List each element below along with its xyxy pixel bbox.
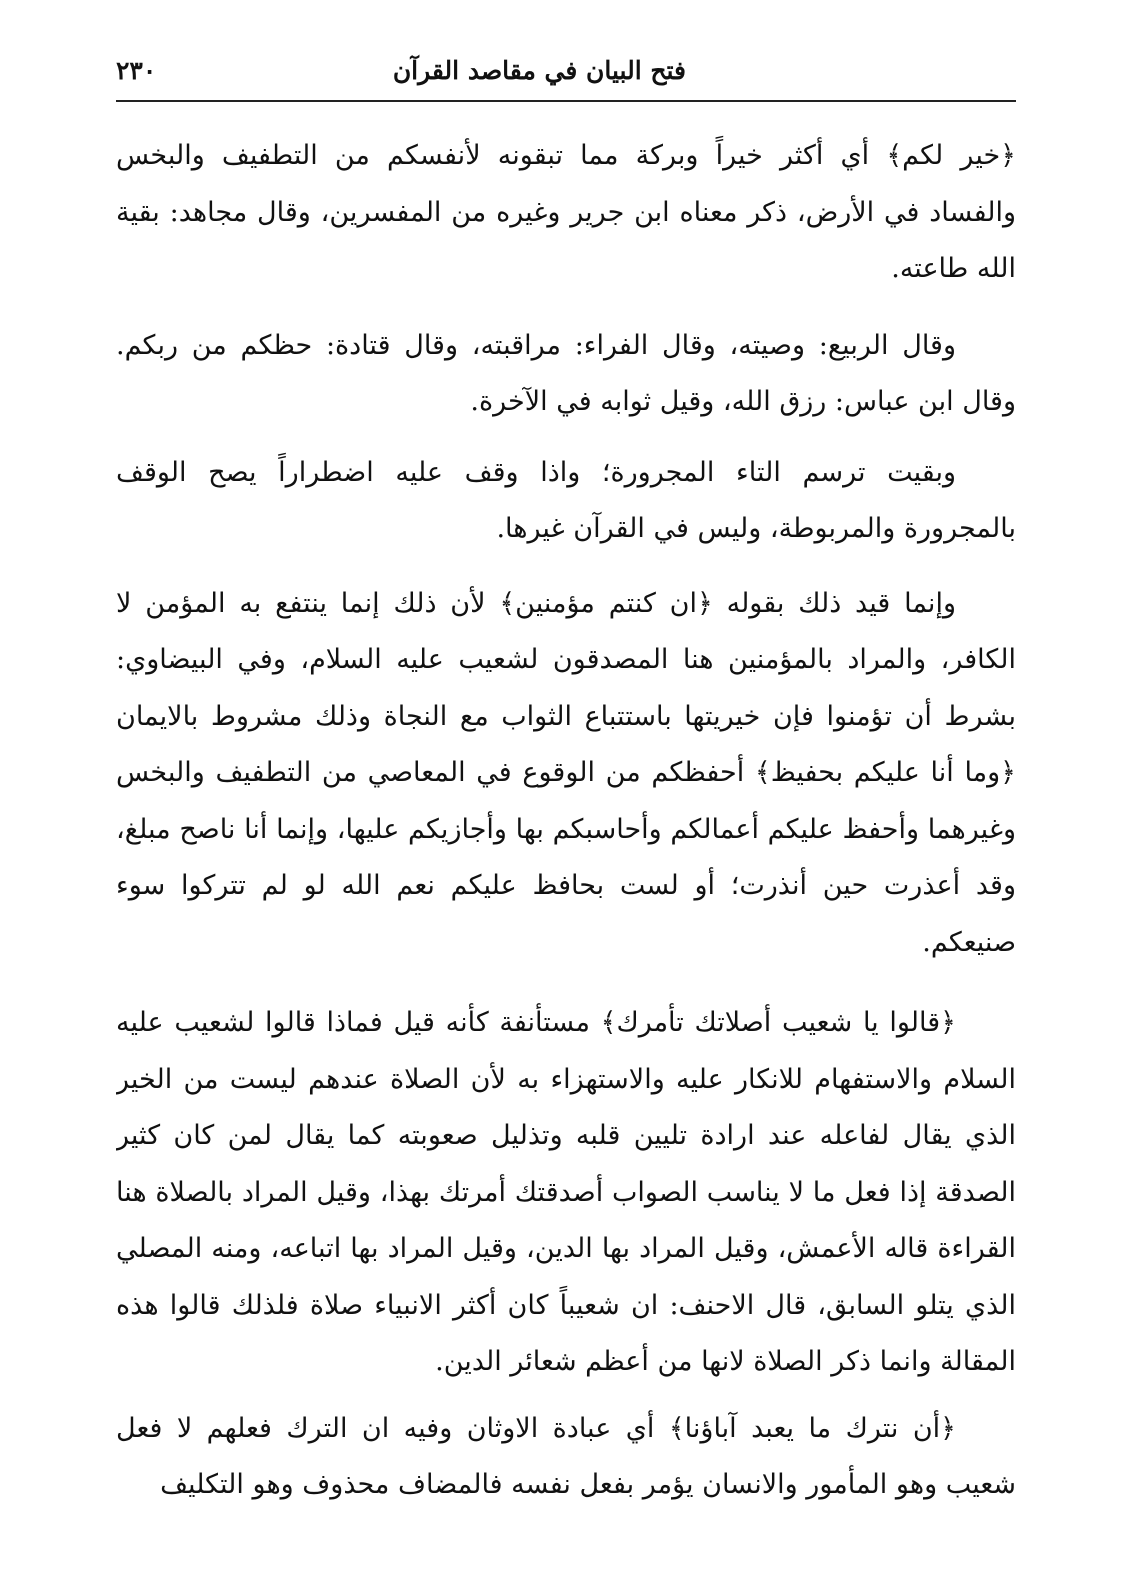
body-text: [116, 128, 1016, 1548]
header-divider: [116, 100, 1016, 102]
paragraph-5: ﴿قالوا يا شعيب أصلاتك تأمرك﴾ مستأنفة كأنه قيل فماذا قالوا لشعيب عليه السلام والاستفهام للانكار عليه والاستهزاء به لأن الصلاة عندهم ليست من الخير الذي يقال لفاعله عند ارادة تليين قلبه وتذليل صعوبته كما يقال لمن كان كثير الصدقة إذا فعل ما لا يناسب الصواب أصدقتك أمرتك بهذا، وقيل المراد بالصلاة هنا القراءة قاله الأعمش، وقيل المراد بها الدين، وقيل المراد بها اتباعه، ومنه المصلي الذي يتلو السابق، قال الاحنف: ان شعيباً كان أكثر الانبياء صلاة فلذلك قالوا هذه المقالة وانما ذكر الصلاة لانها من أعظم شعائر الدين.: [116, 1007, 1016, 1377]
paragraph-6: ﴿أن نترك ما يعبد آباؤنا﴾ أي عبادة الاوثان وفيه ان الترك فعلهم لا فعل شعيب وهو المأمور والانسان يؤمر بفعل نفسه فالمضاف محذوف وهو التكليف: [116, 1412, 1016, 1500]
page-header: [116, 52, 1016, 96]
page-number: ٢٣٠: [116, 56, 157, 85]
paragraph-1: ﴿خير لكم﴾ أي أكثر خيراً وبركة مما تبقونه لأنفسكم من التطفيف والبخس والفساد في الأرض، ذكر معناه ابن جرير وغيره من المفسرين، وقال مجاهد: بقية الله طاعته.: [116, 140, 1016, 284]
paragraph-2: وقال الربيع: وصيته، وقال الفراء: مراقبته، وقال قتادة: حظكم من ربكم. وقال ابن عباس: رزق الله، وقيل ثوابه في الآخرة.: [116, 329, 1016, 417]
running-title: فتح البيان في مقاصد القرآن: [392, 56, 686, 85]
paragraph-4: وإنما قيد ذلك بقوله ﴿ان كنتم مؤمنين﴾ لأن ذلك إنما ينتفع به المؤمن لا الكافر، والمراد بالمؤمنين هنا المصدقون لشعيب عليه السلام، وفي البيضاوي: بشرط أن تؤمنوا فإن خيريتها باستتباع الثواب مع النجاة وذلك مشروط بالايمان ﴿وما أنا عليكم بحفيظ﴾ أحفظكم من الوقوع في المعاصي من التطفيف والبخس وغيرهما وأحفظ عليكم أعمالكم وأحاسبكم بها وأجازيكم عليها، وإنما أنا ناصح مبلغ، وقد أعذرت حين أنذرت؛ أو لست بحافظ عليكم نعم الله لو لم تتركوا سوء صنيعكم.: [116, 587, 1016, 958]
paragraph-3: وبقيت ترسم التاء المجرورة؛ واذا وقف عليه اضطراراً يصح الوقف بالمجرورة والمربوطة، وليس في القرآن غيرها.: [116, 456, 1016, 544]
